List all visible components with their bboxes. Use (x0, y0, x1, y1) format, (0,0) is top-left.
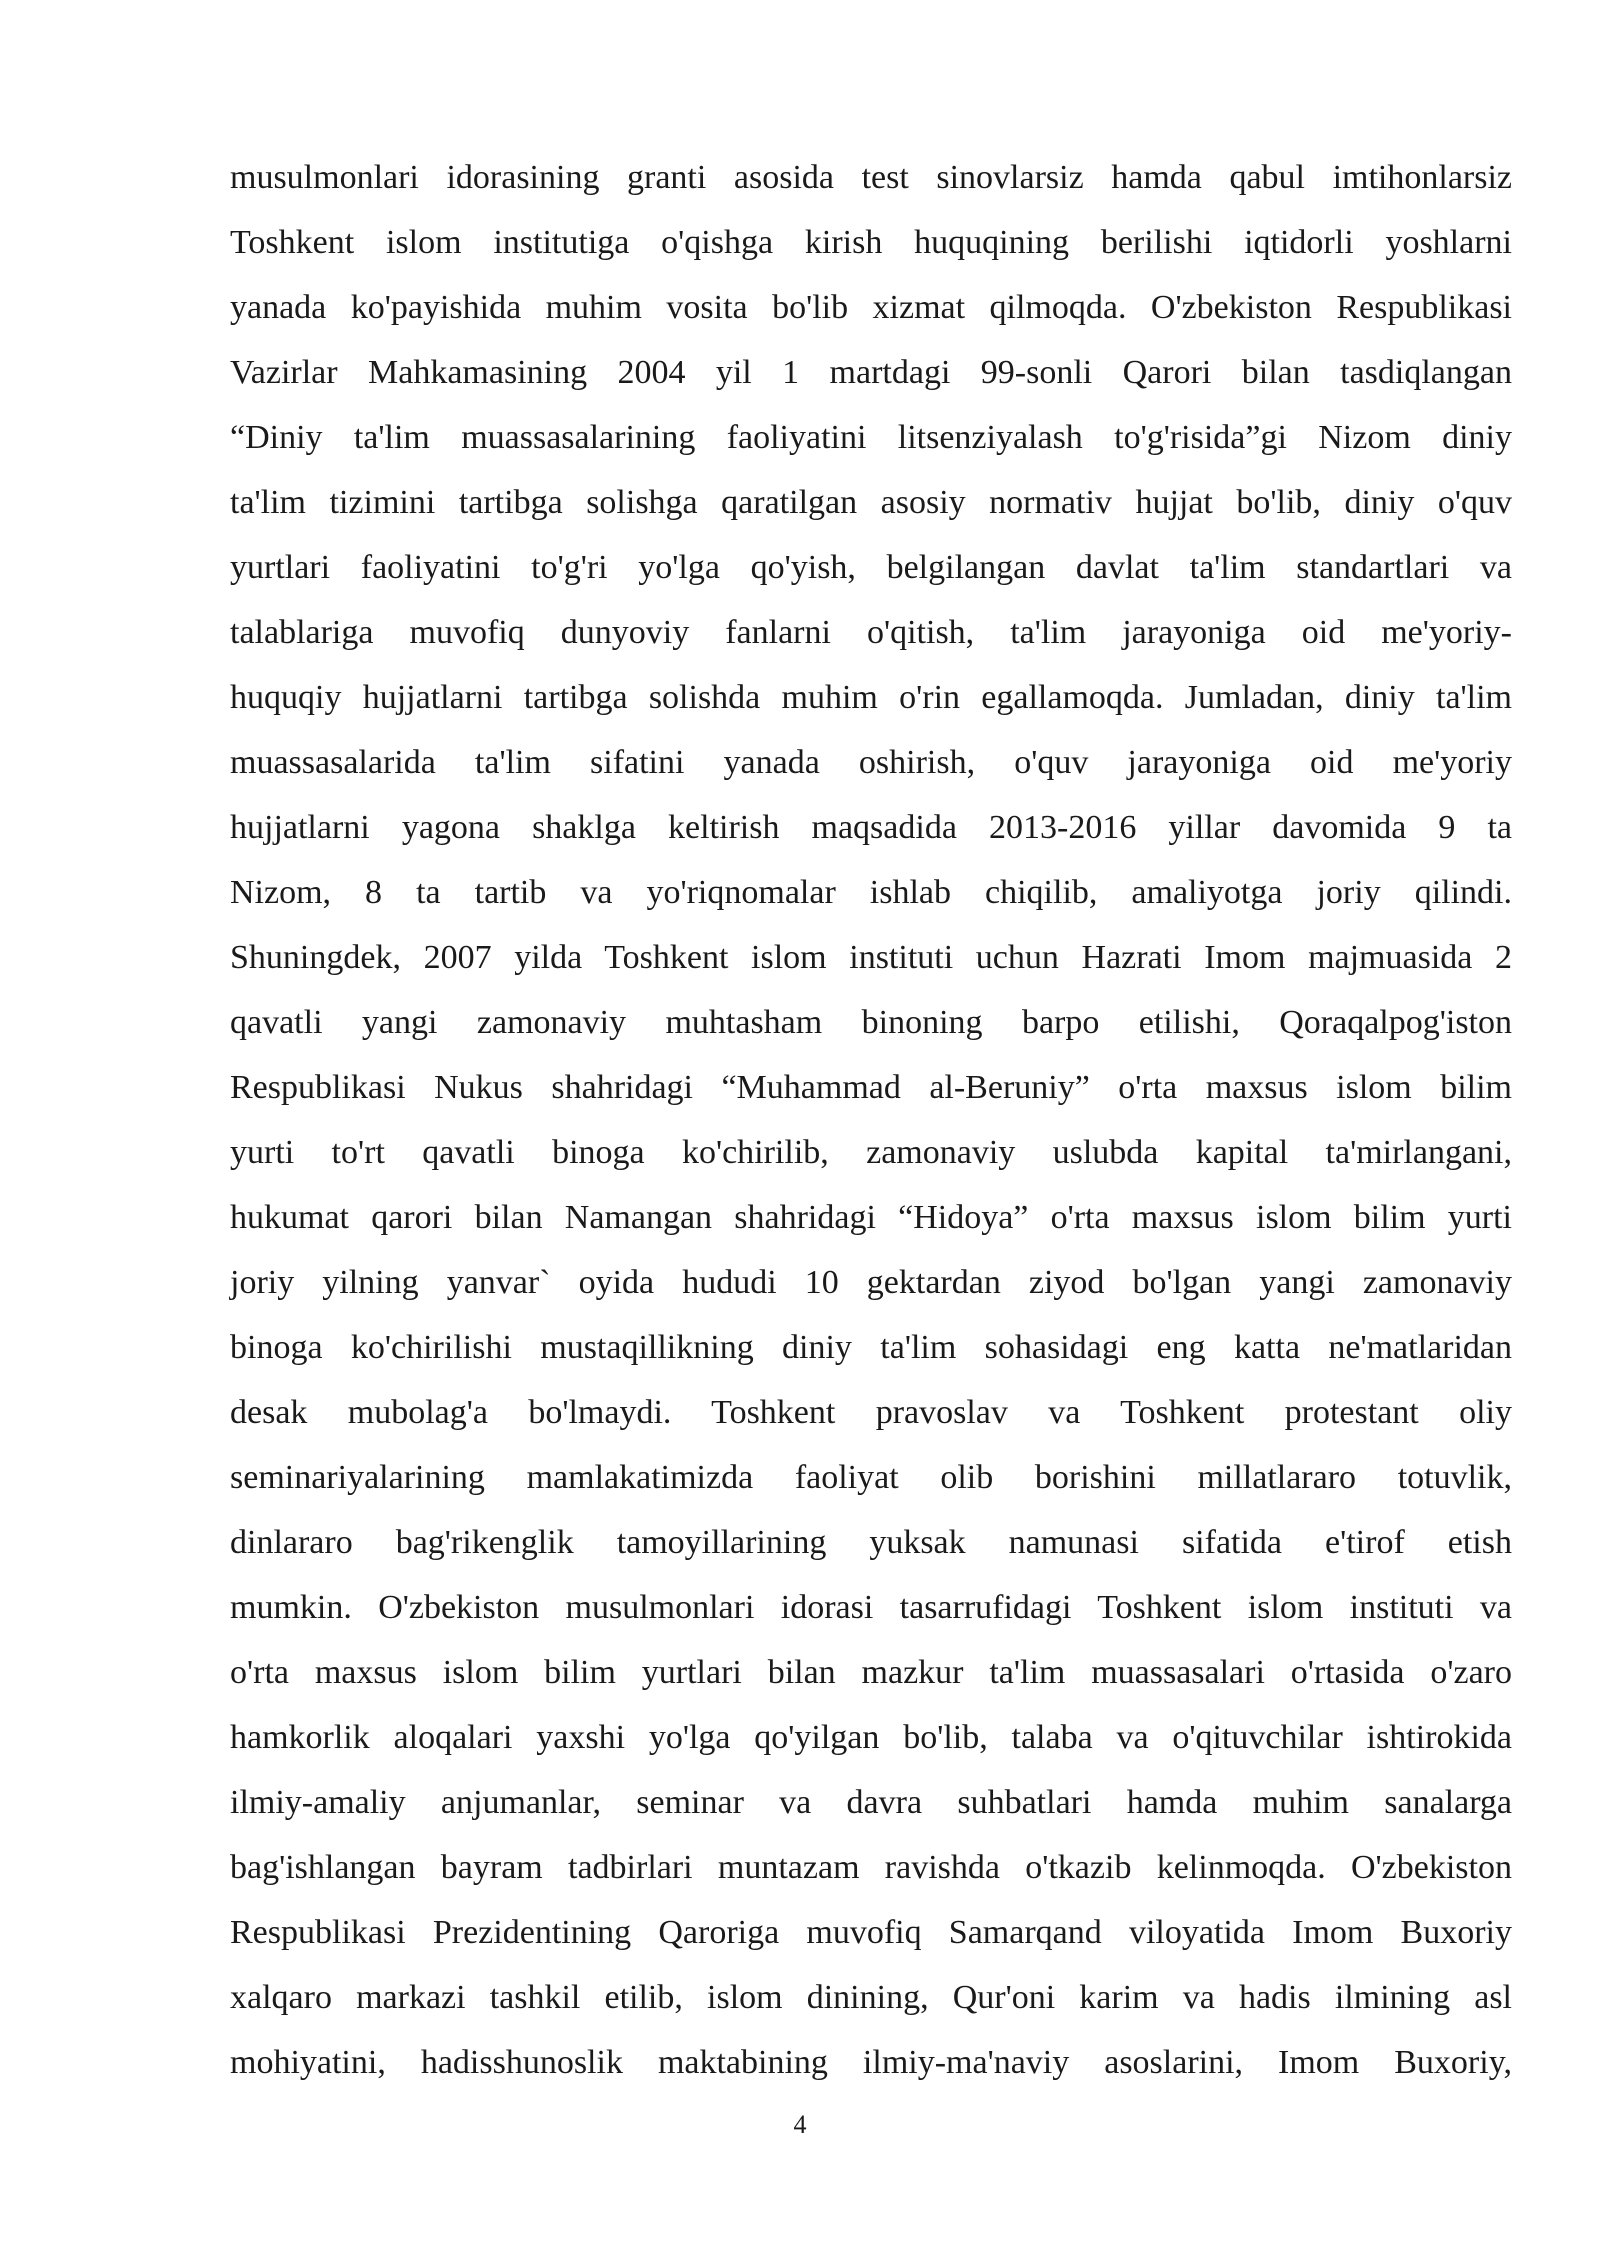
text-line: yanada ko'payishida muhim vosita bo'lib xizmat qilmoqda. O'zbekiston Respublikasi (230, 289, 1512, 326)
text-line: bag'ishlangan bayram tadbirlari muntazam ravishda o'tkazib kelinmoqda. O'zbekiston (230, 1849, 1512, 1886)
text-line: mohiyatini, hadisshunoslik maktabining ilmiy-ma'naviy asoslarini, Imom Buxoriy, (230, 2044, 1512, 2081)
text-line: ta'lim tizimini tartibga solishga qaratilgan asosiy normativ hujjat bo'lib, diniy o'quv (230, 484, 1512, 521)
text-line: joriy yilning yanvar` oyida hududi 10 gektardan ziyod bo'lgan yangi zamonaviy (230, 1264, 1512, 1301)
text-line: muassasalarida ta'lim sifatini yanada oshirish, o'quv jarayoniga oid me'yoriy (230, 744, 1512, 781)
text-line: qavatli yangi zamonaviy muhtasham binoning barpo etilishi, Qoraqalpog'iston (230, 1004, 1512, 1041)
text-line: xalqaro markazi tashkil etilib, islom dinining, Qur'oni karim va hadis ilmining asl (230, 1979, 1512, 2016)
text-line: ilmiy-amaliy anjumanlar, seminar va davra suhbatlari hamda muhim sanalarga (230, 1784, 1512, 1821)
text-line: Vazirlar Mahkamasining 2004 yil 1 martdagi 99-sonli Qarori bilan tasdiqlangan (230, 354, 1512, 391)
text-line: Respublikasi Nukus shahridagi “Muhammad al-Beruniy” o'rta maxsus islom bilim (230, 1069, 1512, 1106)
text-line: desak mubolag'a bo'lmaydi. Toshkent pravoslav va Toshkent protestant oliy (230, 1394, 1512, 1431)
page-number: 4 (793, 2110, 807, 2139)
text-line: o'rta maxsus islom bilim yurtlari bilan mazkur ta'lim muassasalari o'rtasida o'zaro (230, 1654, 1512, 1691)
text-line: musulmonlari idorasining granti asosida test sinovlarsiz hamda qabul imtihonlarsiz (230, 159, 1512, 196)
text-line: yurtlari faoliyatini to'g'ri yo'lga qo'yish, belgilangan davlat ta'lim standartlari va (230, 549, 1512, 586)
text-line: hukumat qarori bilan Namangan shahridagi “Hidoya” o'rta maxsus islom bilim yurti (230, 1199, 1512, 1236)
text-line: binoga ko'chirilishi mustaqillikning diniy ta'lim sohasidagi eng katta ne'matlaridan (230, 1329, 1512, 1366)
text-line: Nizom, 8 ta tartib va yo'riqnomalar ishlab chiqilib, amaliyotga joriy qilindi. (230, 874, 1512, 911)
text-line: Respublikasi Prezidentining Qaroriga muvofiq Samarqand viloyatida Imom Buxoriy (230, 1914, 1512, 1951)
text-line: hamkorlik aloqalari yaxshi yo'lga qo'yilgan bo'lib, talaba va o'qituvchilar ishtirokida (230, 1719, 1512, 1756)
text-line: mumkin. O'zbekiston musulmonlari idorasi tasarrufidagi Toshkent islom instituti va (230, 1589, 1512, 1626)
text-line: Shuningdek, 2007 yilda Toshkent islom instituti uchun Hazrati Imom majmuasida 2 (230, 939, 1512, 976)
text-line: Toshkent islom institutiga o'qishga kirish huquqining berilishi iqtidorli yoshlarni (230, 224, 1512, 261)
text-line: “Diniy ta'lim muassasalarining faoliyatini litsenziyalash to'g'risida”gi Nizom diniy (230, 419, 1512, 456)
text-line: dinlararo bag'rikenglik tamoyillarining yuksak namunasi sifatida e'tirof etish (230, 1524, 1512, 1561)
text-line: hujjatlarni yagona shaklga keltirish maqsadida 2013-2016 yillar davomida 9 ta (230, 809, 1512, 846)
text-line: talablariga muvofiq dunyoviy fanlarni o'qitish, ta'lim jarayoniga oid me'yoriy- (230, 614, 1512, 651)
text-line: yurti to'rt qavatli binoga ko'chirilib, zamonaviy uslubda kapital ta'mirlangani, (230, 1134, 1512, 1171)
body-paragraph (230, 145, 1512, 2095)
text-line: seminariyalarining mamlakatimizda faoliyat olib borishini millatlararo totuvlik, (230, 1459, 1512, 1496)
text-line: huquqiy hujjatlarni tartibga solishda muhim o'rin egallamoqda. Jumladan, diniy ta'lim (230, 679, 1512, 716)
